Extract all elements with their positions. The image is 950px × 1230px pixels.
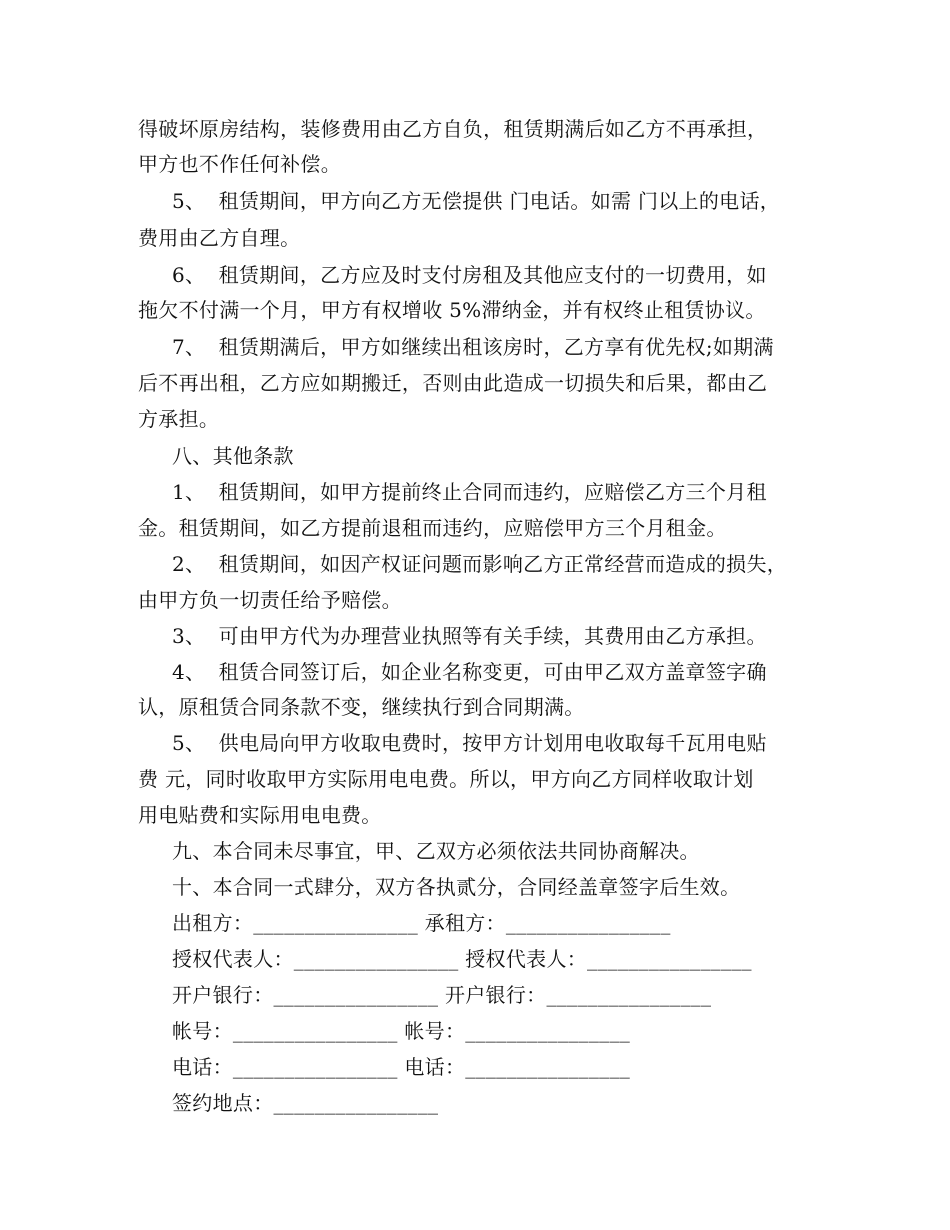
clause-5-line: 5、 租赁期间，甲方向乙方无偿提供 门电话。如需 门以上的电话，	[172, 189, 781, 213]
text-line: 甲方也不作任何补偿。	[138, 152, 341, 176]
section-heading-9: 九、本合同未尽事宜，甲、乙双方必须依法共同协商解决。	[172, 839, 700, 863]
section-heading-8: 八、其他条款	[172, 444, 294, 468]
clause-8-5-line: 5、 供电局向甲方收取电费时，按甲方计划用电收取每千瓦用电贴	[172, 731, 767, 755]
text-line: 后不再出租，乙方应如期搬迁，否则由此造成一切损失和后果，都由乙	[138, 371, 768, 395]
text-line: 由甲方负一切责任给予赔偿。	[138, 588, 402, 612]
text-line: 得破坏原房结构，装修费用由乙方自负，租赁期满后如乙方不再承担，	[138, 117, 768, 141]
signature-lessor-field: 出租方：________________ 承租方：________________	[172, 911, 671, 935]
text-line: 方承担。	[138, 407, 220, 431]
text-line: 费 元，同时收取甲方实际用电电费。所以，甲方向乙方同样收取计划	[138, 767, 754, 791]
text-line: 拖欠不付满一个月，甲方有权增收 5%滞纳金，并有权终止租赁协议。	[138, 298, 766, 322]
signature-account-field: 帐号：________________ 帐号：________________	[172, 1019, 631, 1043]
text-line: 用电贴费和实际用电电费。	[138, 803, 382, 827]
signature-representative-field: 授权代表人：________________ 授权代表人：________________	[172, 947, 752, 971]
clause-7-line: 7、 租赁期满后，甲方如继续出租该房时，乙方享有优先权;如期满	[172, 335, 774, 359]
text-line: 认，原租赁合同条款不变，继续执行到合同期满。	[138, 695, 585, 719]
section-heading-10: 十、本合同一式肆分，双方各执贰分，合同经盖章签字后生效。	[172, 875, 741, 899]
text-line: 金。租赁期间，如乙方提前退租而违约，应赔偿甲方三个月租金。	[138, 516, 727, 540]
text-line: 费用由乙方自理。	[138, 226, 301, 250]
clause-6-line: 6、 租赁期间，乙方应及时支付房租及其他应支付的一切费用，如	[172, 263, 767, 287]
signature-phone-field: 电话：________________ 电话：________________	[172, 1055, 631, 1079]
clause-8-4-line: 4、 租赁合同签订后，如企业名称变更，可由甲乙双方盖章签字确	[172, 660, 767, 684]
clause-8-3-line: 3、 可由甲方代为办理营业执照等有关手续，其费用由乙方承担。	[172, 624, 767, 648]
signing-place-field: 签约地点：________________	[172, 1091, 439, 1115]
clause-8-2-line: 2、 租赁期间，如因产权证问题而影响乙方正常经营而造成的损失，	[172, 552, 788, 576]
clause-8-1-line: 1、 租赁期间，如甲方提前终止合同而违约，应赔偿乙方三个月租	[172, 480, 767, 504]
signature-bank-field: 开户银行：________________ 开户银行：________________	[172, 983, 712, 1007]
